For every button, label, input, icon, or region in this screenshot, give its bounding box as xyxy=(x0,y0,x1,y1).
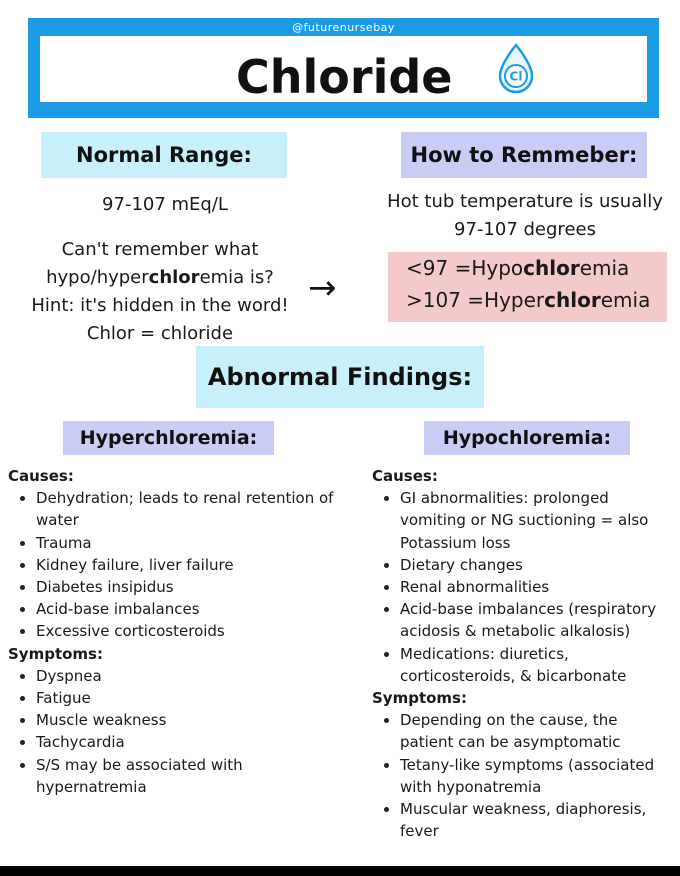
list-item: S/S may be associated with hypernatremia xyxy=(36,754,348,798)
hint-line-rich: hypo/hyperchloremia is? xyxy=(46,267,274,288)
list-item: Diabetes insipidus xyxy=(36,576,348,598)
page-title: Chloride xyxy=(236,50,453,104)
right-arrow-icon: → xyxy=(308,268,337,308)
remember-line-1: Hot tub temperature is usually xyxy=(387,191,663,212)
list-item: Kidney failure, liver failure xyxy=(36,554,348,576)
list-item: Muscle weakness xyxy=(36,709,348,731)
list-item: Medications: diuretics, corticosteroids, & bicarbonate xyxy=(400,643,672,687)
list-item: Dietary changes xyxy=(400,554,672,576)
list-item: GI abnormalities: prolonged vomiting or NG suctioning = also Potassium loss xyxy=(400,487,672,554)
hyper-mnemonic: >107 =Hyperchloremia xyxy=(406,288,651,312)
hyper-causes-list xyxy=(8,487,348,642)
author-handle: @futurenursebay xyxy=(292,21,395,34)
symptoms-label: Symptoms: xyxy=(372,689,467,708)
list-item: Dyspnea xyxy=(36,665,348,687)
list-item: Fatigue xyxy=(36,687,348,709)
list-item: Dehydration; leads to renal retention of water xyxy=(36,487,348,531)
normal-range-heading: Normal Range: xyxy=(41,132,287,178)
mnemonic-box xyxy=(388,252,667,322)
hyperchloremia-heading: Hyperchloremia: xyxy=(63,421,274,455)
abnormal-findings-heading: Abnormal Findings: xyxy=(196,346,484,408)
causes-label: Causes: xyxy=(372,467,438,485)
hyperchloremia-column xyxy=(8,465,348,798)
hypochloremia-heading: Hypochloremia: xyxy=(424,421,630,455)
hint-line: Chlor = chloride xyxy=(86,323,234,344)
list-item: Depending on the cause, the patient can be asymptomatic xyxy=(400,709,672,753)
list-item: Renal abnormalities xyxy=(400,576,672,598)
list-item: Acid-base imbalances xyxy=(36,598,348,620)
list-item: Excessive corticosteroids xyxy=(36,620,348,642)
list-item: Tetany-like symptoms (associated with hyponatremia xyxy=(400,754,672,798)
normal-range-value: 97-107 mEq/L xyxy=(102,194,228,215)
hypo-causes-list xyxy=(372,487,672,687)
causes-label: Causes: xyxy=(8,467,74,485)
list-item: Muscular weakness, diaphoresis, fever xyxy=(400,798,672,842)
hint-line: Hint: it's hidden in the word! xyxy=(31,295,289,316)
title-banner xyxy=(28,18,659,118)
hypo-symptoms-list xyxy=(372,709,672,842)
water-drop-icon xyxy=(492,42,540,96)
symptoms-label: Symptoms: xyxy=(8,644,103,663)
title-box xyxy=(40,36,647,102)
hint-line: Can't remember what xyxy=(61,239,259,260)
hypochloremia-column xyxy=(372,465,672,842)
list-item: Trauma xyxy=(36,532,348,554)
icon-element-label: Cl xyxy=(509,69,523,84)
hyper-symptoms-list xyxy=(8,665,348,798)
list-item: Tachycardia xyxy=(36,731,348,753)
list-item: Acid-base imbalances (respiratory acidosis & metabolic alkalosis) xyxy=(400,598,672,642)
remember-line-2: 97-107 degrees xyxy=(454,219,596,240)
remember-text xyxy=(370,188,680,244)
remember-heading: How to Remmeber: xyxy=(401,132,647,178)
hint-text xyxy=(10,236,310,348)
hypo-mnemonic: <97 =Hypochloremia xyxy=(406,256,630,280)
